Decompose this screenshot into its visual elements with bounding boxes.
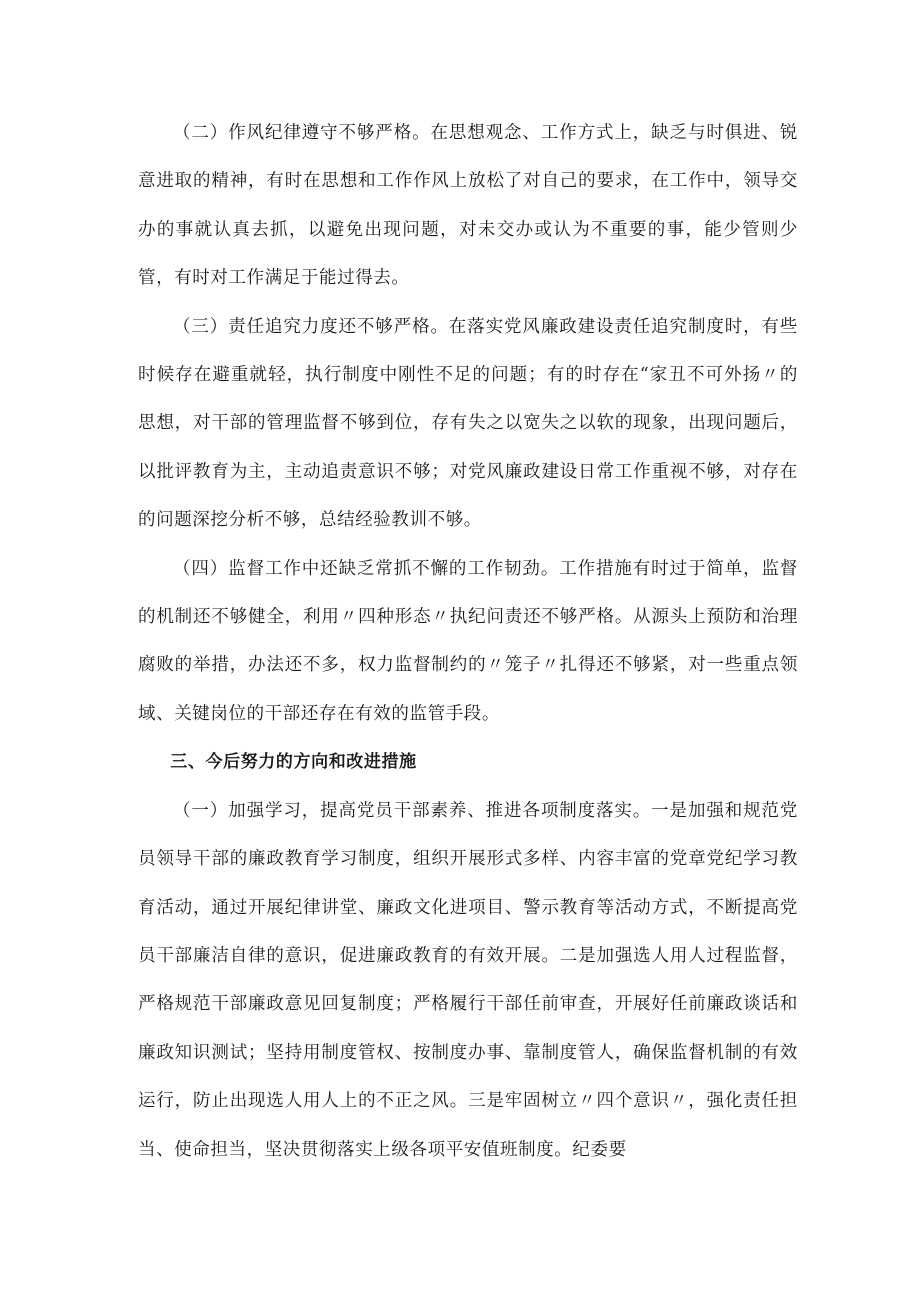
paragraph-3: （三）责任追究力度还不够严格。在落实党风廉政建设责任追究制度时，有些时候存在避重就轻，执行制度中刚性不足的问题；有的时存在“家丑不可外扬〃的思想，对干部的管理监督不够到位，存有失之以宽失之以软的现象，出现问题后，以批评教育为主，主动追责意识不够；对党风廉政建设日常工作重视不够，对存在的问题深挖分析不够，总结经验教训不够。 xyxy=(138,316,798,531)
paragraph-section-3-1: （一）加强学习，提高党员干部素养、推进各项制度落实。一是加强和规范党员领导干部的廉政教育学习制度，组织开展形式多样、内容丰富的党章党纪学习教育活动，通过开展纪律讲堂、廉政文化进项目、警示教育等活动方式，不断提高党员干部廉洁自律的意识，促进廉政教育的有效开展。二是加强选人用人过程监督，严格规范干部廉政意见回复制度；严格履行干部任前审查，开展好任前廉政谈话和廉政知识测试；坚持用制度管权、按制度办事、靠制度管人，确保监督机制的有效运行，防止出现选人用人上的不正之风。三是牢固树立〃四个意识〃，强化责任担当、使命担当，坚决贯彻落实上级各项平安值班制度。纪委要 xyxy=(138,800,798,1160)
paragraph-2: （二）作风纪律遵守不够严格。在思想观念、工作方式上，缺乏与时俱进、锐意进取的精神，有时在思想和工作作风上放松了对自己的要求，在工作中，领导交办的事就认真去抓，以避免出现问题，对未交办或认为不重要的事，能少管则少管，有时对工作满足于能过得去。 xyxy=(138,123,798,289)
document-body xyxy=(138,109,798,1174)
paragraph-4: （四）监督工作中还缺乏常抓不懈的工作韧劲。工作措施有时过于简单，监督的机制还不够健全，利用〃四种形态〃执纪问责还不够严格。从源头上预防和治理腐败的举措，办法还不多，权力监督制约的〃笼子〃扎得还不够紧，对一些重点领域、关键岗位的干部还存在有效的监管手段。 xyxy=(138,558,798,724)
section-heading: 三、今后努力的方向和改进措施 xyxy=(170,752,417,773)
